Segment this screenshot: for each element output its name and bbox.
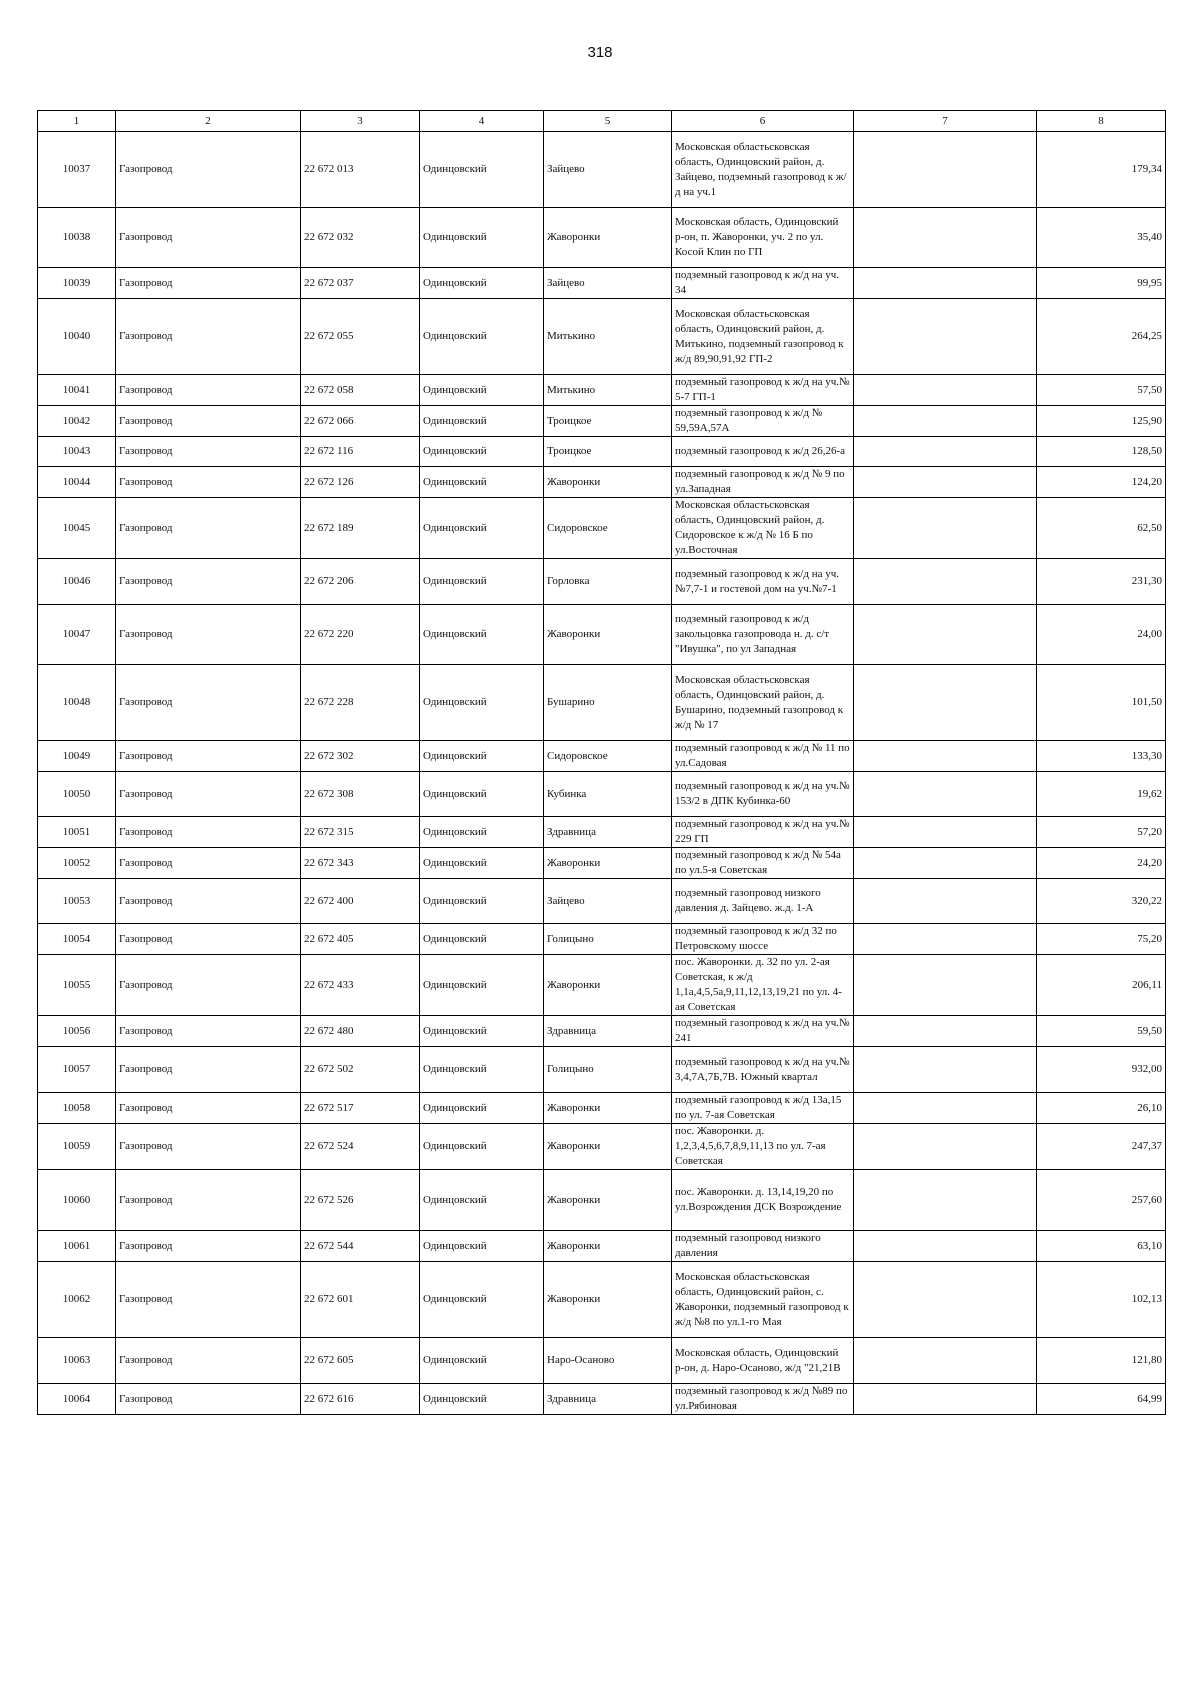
table-row (38, 665, 1166, 741)
column-header: 2 (116, 111, 301, 132)
address: подземный газопровод к ж/д 32 по Петровскому шоссе (672, 924, 854, 955)
length-value: 24,20 (1037, 848, 1166, 879)
district: Одинцовский (420, 924, 544, 955)
object-code: 22 672 058 (301, 375, 420, 406)
table-row (38, 879, 1166, 924)
column-7-value (854, 848, 1037, 879)
object-type: Газопровод (116, 1262, 301, 1338)
object-type: Газопровод (116, 1170, 301, 1231)
column-7-value (854, 437, 1037, 467)
length-value: 206,11 (1037, 955, 1166, 1016)
column-7-value (854, 1124, 1037, 1170)
district: Одинцовский (420, 268, 544, 299)
row-id: 10048 (38, 665, 116, 741)
district: Одинцовский (420, 955, 544, 1016)
length-value: 62,50 (1037, 498, 1166, 559)
address: подземный газопровод к ж/д на уч.№7,7-1 и гостевой дом на уч.№7-1 (672, 559, 854, 605)
length-value: 257,60 (1037, 1170, 1166, 1231)
object-code: 22 672 066 (301, 406, 420, 437)
length-value: 99,95 (1037, 268, 1166, 299)
address: подземный газопровод к ж/д № 9 по ул.Западная (672, 467, 854, 498)
row-id: 10059 (38, 1124, 116, 1170)
address: подземный газопровод к ж/д № 59,59А,57А (672, 406, 854, 437)
object-type: Газопровод (116, 1047, 301, 1093)
district: Одинцовский (420, 498, 544, 559)
locality: Жаворонки (544, 605, 672, 665)
length-value: 121,80 (1037, 1338, 1166, 1384)
object-type: Газопровод (116, 955, 301, 1016)
object-code: 22 672 405 (301, 924, 420, 955)
table-row (38, 467, 1166, 498)
column-7-value (854, 406, 1037, 437)
length-value: 64,99 (1037, 1384, 1166, 1415)
column-7-value (854, 879, 1037, 924)
address: подземный газопровод к ж/д на уч.№ 241 (672, 1016, 854, 1047)
table-row (38, 605, 1166, 665)
locality: Троицкое (544, 437, 672, 467)
district: Одинцовский (420, 1384, 544, 1415)
column-7-value (854, 1016, 1037, 1047)
table-row (38, 1170, 1166, 1231)
column-header: 5 (544, 111, 672, 132)
column-header: 1 (38, 111, 116, 132)
row-id: 10054 (38, 924, 116, 955)
object-type: Газопровод (116, 268, 301, 299)
row-id: 10042 (38, 406, 116, 437)
column-7-value (854, 1231, 1037, 1262)
header-row (38, 111, 1166, 132)
column-7-value (854, 1384, 1037, 1415)
table-row (38, 375, 1166, 406)
length-value: 19,62 (1037, 772, 1166, 817)
row-id: 10060 (38, 1170, 116, 1231)
table-row (38, 1231, 1166, 1262)
column-7-value (854, 498, 1037, 559)
district: Одинцовский (420, 467, 544, 498)
address: подземный газопровод к ж/д на уч.№ 3,4,7А,7Б,7В. Южный квартал (672, 1047, 854, 1093)
table-row (38, 437, 1166, 467)
row-id: 10046 (38, 559, 116, 605)
object-code: 22 672 228 (301, 665, 420, 741)
row-id: 10053 (38, 879, 116, 924)
table-row (38, 498, 1166, 559)
object-type: Газопровод (116, 559, 301, 605)
locality: Жаворонки (544, 1124, 672, 1170)
row-id: 10061 (38, 1231, 116, 1262)
object-code: 22 672 308 (301, 772, 420, 817)
object-type: Газопровод (116, 467, 301, 498)
object-type: Газопровод (116, 208, 301, 268)
table-row (38, 848, 1166, 879)
row-id: 10057 (38, 1047, 116, 1093)
district: Одинцовский (420, 559, 544, 605)
row-id: 10055 (38, 955, 116, 1016)
object-code: 22 672 116 (301, 437, 420, 467)
column-7-value (854, 924, 1037, 955)
object-type: Газопровод (116, 1338, 301, 1384)
district: Одинцовский (420, 132, 544, 208)
object-code: 22 672 037 (301, 268, 420, 299)
address: пос. Жаворонки. д. 13,14,19,20 по ул.Возрождения ДСК Возрождение (672, 1170, 854, 1231)
table-row (38, 1016, 1166, 1047)
row-id: 10047 (38, 605, 116, 665)
object-type: Газопровод (116, 848, 301, 879)
column-7-value (854, 605, 1037, 665)
table-row (38, 132, 1166, 208)
object-type: Газопровод (116, 299, 301, 375)
address: подземный газопровод к ж/д закольцовка газопровода н. д. с/т "Ивушка", по ул Западная (672, 605, 854, 665)
district: Одинцовский (420, 605, 544, 665)
object-code: 22 672 517 (301, 1093, 420, 1124)
row-id: 10052 (38, 848, 116, 879)
object-type: Газопровод (116, 772, 301, 817)
locality: Наро-Осаново (544, 1338, 672, 1384)
object-type: Газопровод (116, 1093, 301, 1124)
page-number: 318 (587, 44, 613, 61)
column-7-value (854, 1093, 1037, 1124)
length-value: 75,20 (1037, 924, 1166, 955)
district: Одинцовский (420, 1170, 544, 1231)
object-code: 22 672 526 (301, 1170, 420, 1231)
object-code: 22 672 032 (301, 208, 420, 268)
address: пос. Жаворонки. д. 32 по ул. 2-ая Советская, к ж/д 1,1а,4,5,5а,9,11,12,13,19,21 по ул. 4-ая Советская (672, 955, 854, 1016)
locality: Голицыно (544, 1047, 672, 1093)
locality: Жаворонки (544, 1093, 672, 1124)
district: Одинцовский (420, 1093, 544, 1124)
locality: Сидоровское (544, 498, 672, 559)
district: Одинцовский (420, 375, 544, 406)
column-header: 3 (301, 111, 420, 132)
locality: Горловка (544, 559, 672, 605)
locality: Жаворонки (544, 848, 672, 879)
object-type: Газопровод (116, 498, 301, 559)
object-type: Газопровод (116, 406, 301, 437)
district: Одинцовский (420, 1016, 544, 1047)
object-type: Газопровод (116, 1124, 301, 1170)
length-value: 124,20 (1037, 467, 1166, 498)
locality: Митькино (544, 375, 672, 406)
table-row (38, 299, 1166, 375)
address: подземный газопровод к ж/д № 54а по ул.5-я Советская (672, 848, 854, 879)
object-code: 22 672 616 (301, 1384, 420, 1415)
locality: Митькино (544, 299, 672, 375)
object-type: Газопровод (116, 437, 301, 467)
address: Московская область, Одинцовский р-он, д. Наро-Осаново, ж/д "21,21В (672, 1338, 854, 1384)
locality: Здравница (544, 1384, 672, 1415)
address: Московская областьсковская область, Одинцовский район, д. Зайцево, подземный газопровод к ж/д на уч.1 (672, 132, 854, 208)
table-row (38, 406, 1166, 437)
table-row (38, 741, 1166, 772)
district: Одинцовский (420, 817, 544, 848)
object-type: Газопровод (116, 665, 301, 741)
column-7-value (854, 559, 1037, 605)
column-header: 6 (672, 111, 854, 132)
district: Одинцовский (420, 1124, 544, 1170)
district: Одинцовский (420, 879, 544, 924)
length-value: 102,13 (1037, 1262, 1166, 1338)
address: Московская областьсковская область, Одинцовский район, с. Жаворонки, подземный газопровод к ж/д №8 по ул.1-го Мая (672, 1262, 854, 1338)
district: Одинцовский (420, 1047, 544, 1093)
district: Одинцовский (420, 741, 544, 772)
address: подземный газопровод к ж/д 13а,15 по ул. 7-ая Советская (672, 1093, 854, 1124)
row-id: 10062 (38, 1262, 116, 1338)
table-row (38, 1262, 1166, 1338)
object-code: 22 672 400 (301, 879, 420, 924)
district: Одинцовский (420, 665, 544, 741)
length-value: 63,10 (1037, 1231, 1166, 1262)
column-header: 8 (1037, 111, 1166, 132)
column-7-value (854, 1170, 1037, 1231)
table-row (38, 268, 1166, 299)
object-code: 22 672 433 (301, 955, 420, 1016)
locality: Зайцево (544, 879, 672, 924)
object-code: 22 672 126 (301, 467, 420, 498)
length-value: 247,37 (1037, 1124, 1166, 1170)
district: Одинцовский (420, 299, 544, 375)
object-type: Газопровод (116, 879, 301, 924)
locality: Жаворонки (544, 467, 672, 498)
district: Одинцовский (420, 406, 544, 437)
table-row (38, 772, 1166, 817)
locality: Здравница (544, 817, 672, 848)
object-code: 22 672 601 (301, 1262, 420, 1338)
object-type: Газопровод (116, 1384, 301, 1415)
length-value: 125,90 (1037, 406, 1166, 437)
object-type: Газопровод (116, 1016, 301, 1047)
table-row (38, 924, 1166, 955)
district: Одинцовский (420, 1231, 544, 1262)
object-code: 22 672 605 (301, 1338, 420, 1384)
object-type: Газопровод (116, 605, 301, 665)
length-value: 320,22 (1037, 879, 1166, 924)
column-7-value (854, 1047, 1037, 1093)
column-7-value (854, 817, 1037, 848)
column-7-value (854, 208, 1037, 268)
locality: Жаворонки (544, 1170, 672, 1231)
address: Московская область, Одинцовский р-он, п. Жаворонки, уч. 2 по ул. Косой Клин по ГП (672, 208, 854, 268)
locality: Жаворонки (544, 1262, 672, 1338)
table-row (38, 1047, 1166, 1093)
district: Одинцовский (420, 848, 544, 879)
column-7-value (854, 268, 1037, 299)
length-value: 24,00 (1037, 605, 1166, 665)
row-id: 10045 (38, 498, 116, 559)
object-type: Газопровод (116, 924, 301, 955)
object-type: Газопровод (116, 741, 301, 772)
locality: Здравница (544, 1016, 672, 1047)
object-code: 22 672 055 (301, 299, 420, 375)
locality: Жаворонки (544, 1231, 672, 1262)
address: Московская областьсковская область, Одинцовский район, д. Митькино, подземный газопровод к ж/д 89,90,91,92 ГП-2 (672, 299, 854, 375)
column-7-value (854, 741, 1037, 772)
address: Московская областьсковская область, Одинцовский район, д. Бушарино, подземный газопровод к ж/д № 17 (672, 665, 854, 741)
length-value: 128,50 (1037, 437, 1166, 467)
object-code: 22 672 343 (301, 848, 420, 879)
address: подземный газопровод к ж/д 26,26-а (672, 437, 854, 467)
table-row (38, 955, 1166, 1016)
length-value: 932,00 (1037, 1047, 1166, 1093)
table-row (38, 1093, 1166, 1124)
column-header: 4 (420, 111, 544, 132)
locality: Сидоровское (544, 741, 672, 772)
row-id: 10039 (38, 268, 116, 299)
table-body (38, 132, 1166, 1415)
column-7-value (854, 132, 1037, 208)
locality: Кубинка (544, 772, 672, 817)
table-row (38, 1338, 1166, 1384)
locality: Бушарино (544, 665, 672, 741)
column-7-value (854, 375, 1037, 406)
registry-table (37, 110, 1166, 1415)
object-code: 22 672 524 (301, 1124, 420, 1170)
row-id: 10041 (38, 375, 116, 406)
object-code: 22 672 220 (301, 605, 420, 665)
length-value: 179,34 (1037, 132, 1166, 208)
table-row (38, 559, 1166, 605)
object-type: Газопровод (116, 817, 301, 848)
row-id: 10043 (38, 437, 116, 467)
object-code: 22 672 502 (301, 1047, 420, 1093)
row-id: 10058 (38, 1093, 116, 1124)
column-7-value (854, 299, 1037, 375)
object-code: 22 672 480 (301, 1016, 420, 1047)
row-id: 10050 (38, 772, 116, 817)
row-id: 10056 (38, 1016, 116, 1047)
object-type: Газопровод (116, 1231, 301, 1262)
row-id: 10044 (38, 467, 116, 498)
column-header: 7 (854, 111, 1037, 132)
column-7-value (854, 955, 1037, 1016)
object-code: 22 672 013 (301, 132, 420, 208)
address: подземный газопровод к ж/д на уч.№ 5-7 ГП-1 (672, 375, 854, 406)
locality: Жаворонки (544, 208, 672, 268)
address: подземный газопровод к ж/д на уч. 34 (672, 268, 854, 299)
locality: Голицыно (544, 924, 672, 955)
column-7-value (854, 772, 1037, 817)
table-row (38, 817, 1166, 848)
district: Одинцовский (420, 1262, 544, 1338)
address: подземный газопровод к ж/д на уч.№ 229 ГП (672, 817, 854, 848)
address: подземный газопровод к ж/д на уч.№ 153/2 в ДПК Кубинка-60 (672, 772, 854, 817)
table-row (38, 208, 1166, 268)
object-type: Газопровод (116, 132, 301, 208)
address: Московская областьсковская область, Одинцовский район, д. Сидоровское к ж/д № 16 Б по ул.Восточная (672, 498, 854, 559)
row-id: 10051 (38, 817, 116, 848)
locality: Зайцево (544, 268, 672, 299)
address: пос. Жаворонки. д. 1,2,3,4,5,6,7,8,9,11,13 по ул. 7-ая Советская (672, 1124, 854, 1170)
row-id: 10037 (38, 132, 116, 208)
row-id: 10049 (38, 741, 116, 772)
district: Одинцовский (420, 1338, 544, 1384)
column-7-value (854, 1338, 1037, 1384)
row-id: 10064 (38, 1384, 116, 1415)
district: Одинцовский (420, 437, 544, 467)
object-code: 22 672 206 (301, 559, 420, 605)
object-code: 22 672 302 (301, 741, 420, 772)
length-value: 231,30 (1037, 559, 1166, 605)
column-7-value (854, 467, 1037, 498)
length-value: 57,20 (1037, 817, 1166, 848)
column-7-value (854, 665, 1037, 741)
length-value: 57,50 (1037, 375, 1166, 406)
locality: Зайцево (544, 132, 672, 208)
object-type: Газопровод (116, 375, 301, 406)
length-value: 59,50 (1037, 1016, 1166, 1047)
object-code: 22 672 189 (301, 498, 420, 559)
address: подземный газопровод к ж/д № 11 по ул.Садовая (672, 741, 854, 772)
object-code: 22 672 544 (301, 1231, 420, 1262)
length-value: 264,25 (1037, 299, 1166, 375)
row-id: 10040 (38, 299, 116, 375)
district: Одинцовский (420, 208, 544, 268)
object-code: 22 672 315 (301, 817, 420, 848)
district: Одинцовский (420, 772, 544, 817)
address: подземный газопровод низкого давления д. Зайцево. ж.д. 1-А (672, 879, 854, 924)
length-value: 133,30 (1037, 741, 1166, 772)
locality: Жаворонки (544, 955, 672, 1016)
length-value: 35,40 (1037, 208, 1166, 268)
locality: Троицкое (544, 406, 672, 437)
length-value: 101,50 (1037, 665, 1166, 741)
row-id: 10038 (38, 208, 116, 268)
column-7-value (854, 1262, 1037, 1338)
table-row (38, 1124, 1166, 1170)
length-value: 26,10 (1037, 1093, 1166, 1124)
address: подземный газопровод низкого давления (672, 1231, 854, 1262)
table-row (38, 1384, 1166, 1415)
row-id: 10063 (38, 1338, 116, 1384)
address: подземный газопровод к ж/д №89 по ул.Рябиновая (672, 1384, 854, 1415)
